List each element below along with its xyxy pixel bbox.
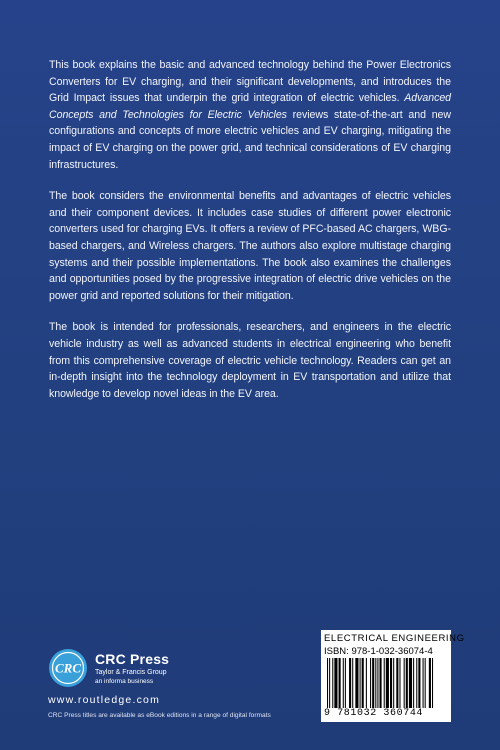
subject-category: ELECTRICAL ENGINEERING (324, 633, 465, 644)
barcode-bar (399, 658, 400, 708)
barcode-digits: 9 781032 360744 (324, 708, 424, 719)
barcode-bar (384, 658, 385, 708)
barcode-bar (432, 658, 433, 708)
barcode-bar (386, 658, 389, 708)
barcode-bar (413, 658, 414, 708)
isbn-label: ISBN: 978-1-032-36074-4 (324, 646, 433, 657)
barcode-box (321, 630, 465, 722)
barcode-bar (423, 658, 424, 708)
publisher-name: CRC Press (95, 651, 170, 667)
barcode-bar (345, 658, 346, 708)
barcode-bar (377, 658, 378, 708)
barcode-bar (352, 658, 353, 708)
barcode-bar (362, 658, 364, 708)
barcode-bar (372, 658, 374, 708)
barcode-bar (409, 658, 412, 708)
ebook-note: CRC Press titles are available as eBook editions in a range of digital formats (48, 712, 271, 719)
barcode-bar (329, 658, 330, 708)
barcode-bar (429, 658, 431, 708)
barcode-bar (406, 658, 408, 708)
barcode-bar (349, 658, 351, 708)
barcode-bar (416, 658, 417, 708)
publisher-url: www.routledge.com (48, 694, 161, 706)
barcode-bar (404, 658, 405, 708)
blurb-p1-intro: This book explains the basic and advanced technology behind the Power Electronics Converters for EV charging, and their significant developments, and introduces the Grid Impact issues that underpin the grid integration of electric vehicles. (49, 59, 451, 105)
barcode-bar (327, 658, 328, 708)
barcode-bar (334, 658, 337, 708)
logo-text: CRC (54, 660, 82, 676)
crc-press-logo-icon (48, 648, 88, 688)
barcode-bar (366, 658, 367, 708)
blurb-paragraph-2: The book considers the environmental benefits and advantages of electric vehicles and their component devices. It includes case studies of different power electronic converters used for charging EVs. It offers a review of PFC-based AC chargers, WBG-based chargers, and Wireless chargers. The authors also explore multistage charging systems and their possible implementations. The book also examines the challenges and opportunities posed by the progressive integration of electric drive vehicles on the power grid and reported solutions for their mitigation. (49, 190, 451, 302)
book-title-italic: Advanced Concepts and Technologies for Electric Vehicles (49, 92, 451, 121)
barcode-bar (393, 658, 394, 708)
barcode-bars (325, 658, 447, 710)
barcode-bar (425, 658, 426, 708)
barcode-bar (360, 658, 361, 708)
blurb-paragraph-1 (49, 57, 451, 173)
barcode-bar (380, 658, 382, 708)
publisher-group: Taylor & Francis Group (95, 669, 167, 676)
barcode-bar (396, 658, 398, 708)
barcode-bar (332, 658, 333, 708)
barcode-bar (343, 658, 344, 708)
blurb-paragraph-3: The book is intended for professionals, researchers, and engineers in the electric vehicle industry as well as advanced students in electrical engineering who benefit from this comprehensive coverage of electric vehicle technology. Readers can get an in-depth insight into the technology deployment in EV transportation and utilize that knowledge to develop novel ideas in the EV area. (49, 321, 451, 400)
publisher-block (48, 648, 308, 738)
barcode-bar (355, 658, 358, 708)
barcode-bar (418, 658, 420, 708)
barcode-bar (339, 658, 341, 708)
blurb (49, 57, 451, 417)
publisher-informa: an informa business (95, 678, 154, 685)
barcode-bar (370, 658, 371, 708)
barcode-bar (390, 658, 392, 708)
barcode-bar (375, 658, 376, 708)
blurb-p1-rest: reviews state-of-the-art and new configurations and concepts of more electric vehicles and EV charging, mitigating the impact of EV charging on the power grid, and technical considerations of EV charging infrastructures. (49, 108, 451, 171)
